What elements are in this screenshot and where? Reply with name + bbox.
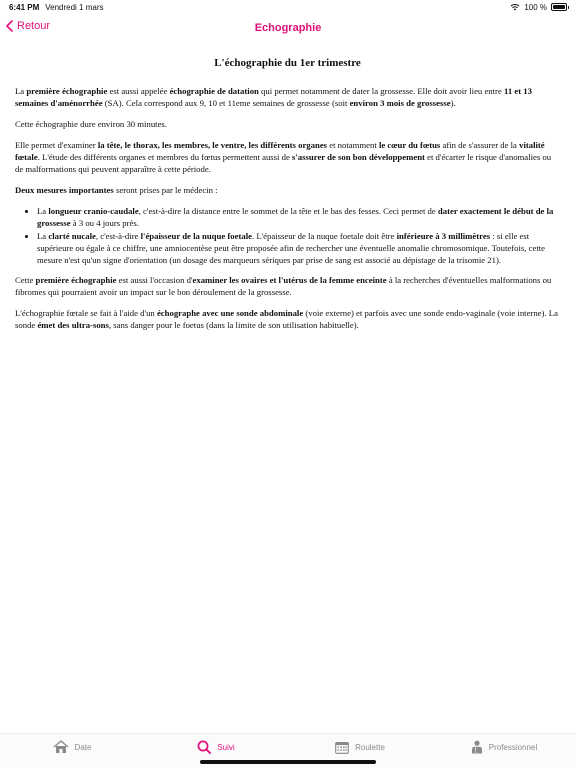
battery-percent: 100 % xyxy=(524,2,547,12)
wifi-icon xyxy=(510,3,520,11)
nav-bar xyxy=(0,14,576,42)
paragraph-duration: Cette échographie dure environ 30 minutes. xyxy=(15,119,167,130)
calendar-icon xyxy=(335,741,349,754)
list-item-cranio-caudal: • La longueur cranio-caudale, c'est-à-dire la distance entre le sommet de la tête et le bas des fesses. Ceci permet de dater exactement le début de la grossesse à 3 ou 4 jours près. xyxy=(37,205,560,229)
back-button[interactable] xyxy=(6,20,50,32)
tab-label-professionnel: Professionnel xyxy=(488,742,538,752)
article-content xyxy=(15,56,560,340)
home-indicator xyxy=(200,760,376,764)
status-time: 6:41 PM xyxy=(9,2,40,12)
tab-label-roulette: Roulette xyxy=(355,742,385,752)
paragraph-intro: La première échographie est aussi appelée échographie de datation qui permet notamment de dater la grossesse. Elle doit avoir lieu entre 11 et 13 semaines d'aménorrhée (SA). Cela correspond aux 9, 10 et 11eme semaines de grossesse (soit environ 3 mois de grossesse). xyxy=(15,86,532,109)
status-date: Vendredi 1 mars xyxy=(45,2,104,12)
tab-label-date: Date xyxy=(74,742,92,752)
measures-list xyxy=(37,205,560,266)
paragraph-probe: L'échographie fœtale se fait à l'aide d'un échographe avec une sonde abdominale (voie externe) et parfois avec une sonde endo-vaginale (voie interne). La sonde émet des ultra-sons, sans danger pour le foetus (dans la limite de son utilisation habituelle). xyxy=(15,308,558,331)
paragraph-examination: Elle permet d'examiner la tête, le thorax, les membres, le ventre, les différents organes et notamment le cœur du fœtus afin de s'assurer de la vitalité fœtale. L'étude des différents organes et membres du fœtus permettent aussi de s'assurer de son bon développement et d'écarter le risque d'anomalies ou de malformations qui peuvent apparaître à cette période. xyxy=(15,140,552,175)
battery-icon xyxy=(551,3,567,11)
back-label: Retour xyxy=(17,20,51,32)
paragraph-measures: Deux mesures importantes seront prises par le médecin : xyxy=(15,185,218,196)
tab-professionnel[interactable] xyxy=(432,734,576,768)
tab-label-suivi: Suivi xyxy=(217,742,235,752)
doctor-icon xyxy=(471,740,483,754)
article-title: L'échographie du 1er trimestre xyxy=(214,57,361,69)
house-icon xyxy=(53,740,69,754)
chevron-left-icon xyxy=(6,20,13,32)
status-right xyxy=(510,3,567,12)
list-item-nuchal: • La clarté nucale, c'est-à-dire l'épaisseur de la nuque foetale. L'épaisseur de la nuque foetale doit être inférieure à 3 millimètres : si elle est supérieure ou égale à ce chiffre, une amniocentèse peut être proposée afin de rechercher une éventuelle anomalie chromosomique. Toutefois, cette mesure n'est qu'un signe d'orientation (un dosage des marqueurs sériques par prise de sang est associé au dépistage de la trisomie 21). xyxy=(37,230,560,266)
paragraph-ovaries: Cette première échographie est aussi l'occasion d'examiner les ovaires et l'utérus de la femme enceinte à la recherches d'éventuelles malformations ou fibromes qui pourraient avoir un impact sur le bon déroulement de la grossesse. xyxy=(15,275,552,298)
tab-date[interactable] xyxy=(0,734,144,768)
search-icon xyxy=(197,740,211,754)
page-title: Echographie xyxy=(254,22,322,34)
status-bar xyxy=(0,0,576,14)
